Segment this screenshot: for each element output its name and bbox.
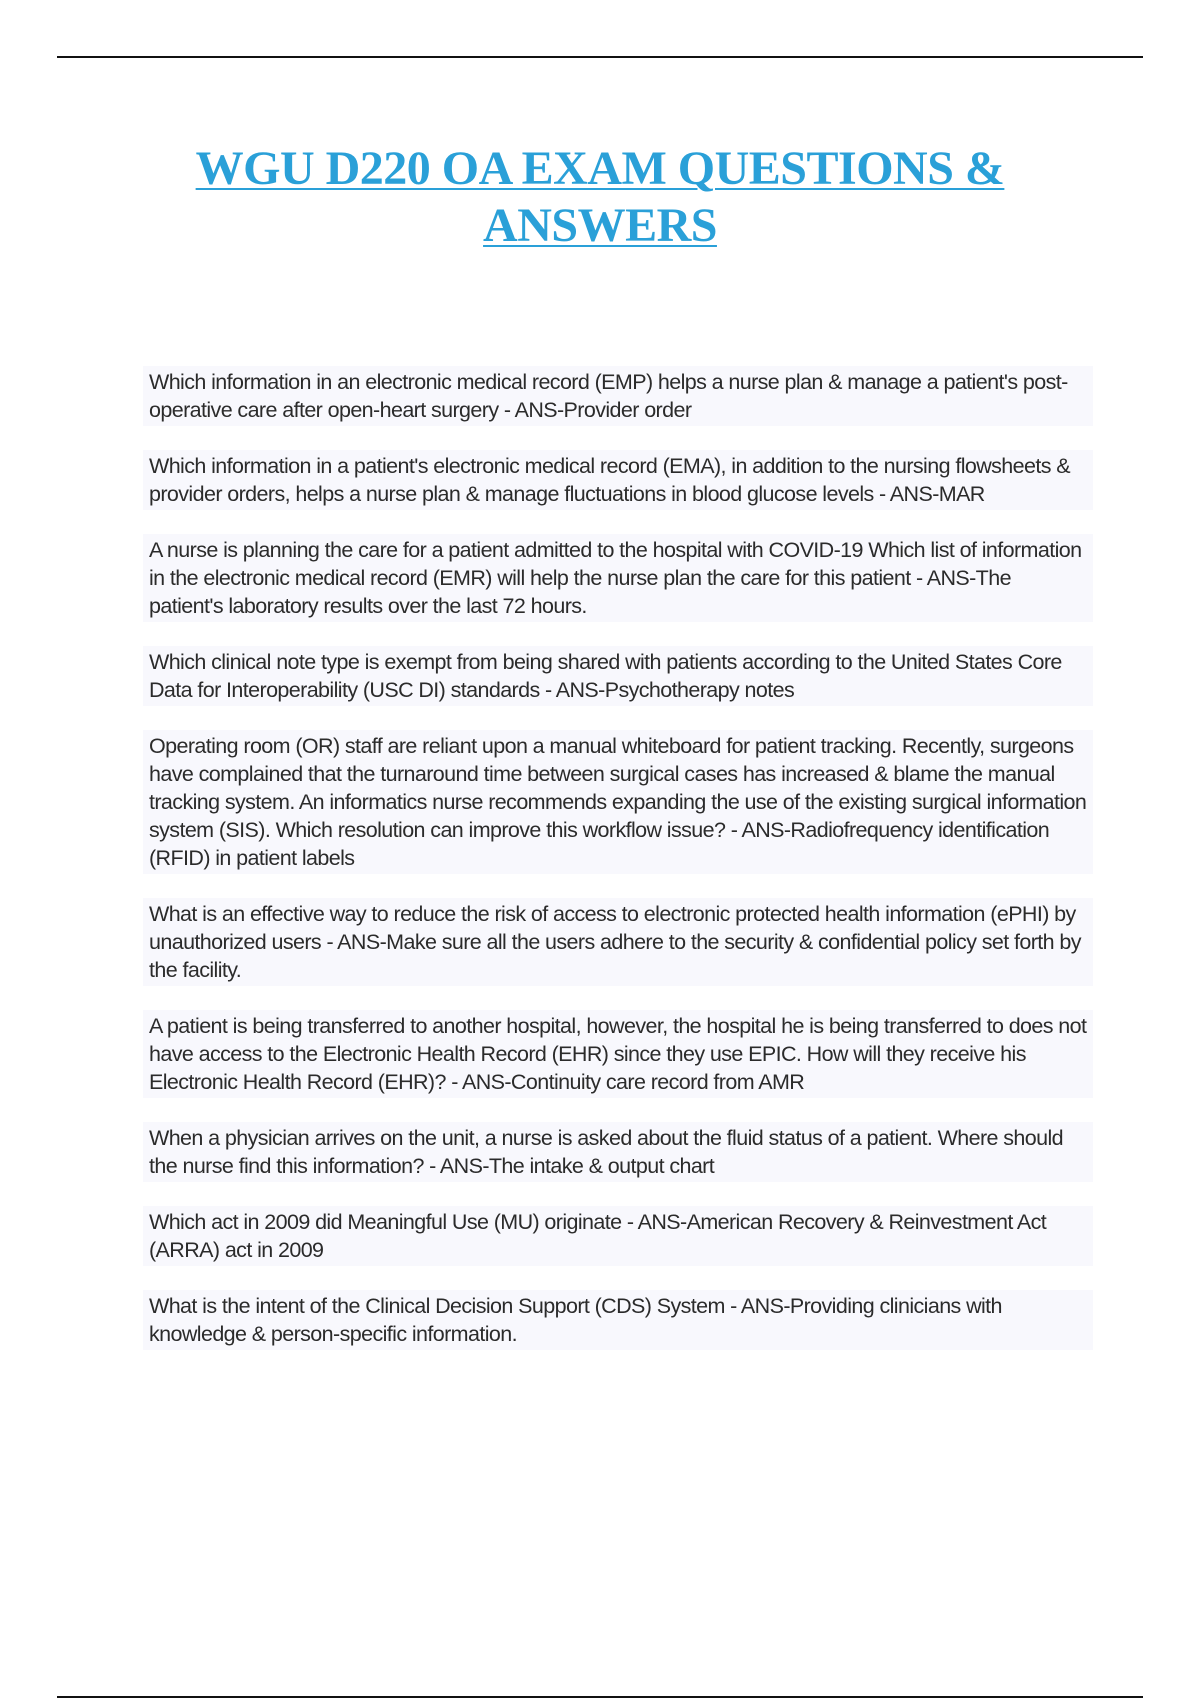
qa-item: What is an effective way to reduce the risk of access to electronic protected health information (ePHI) by unauthorized users - ANS-Make sure all the users adhere to the security & confidential policy set forth by the facility.	[143, 898, 1093, 986]
qa-item: Which clinical note type is exempt from being shared with patients according to the United States Core Data for Interoperability (USC DI) standards - ANS-Psychotherapy notes	[143, 646, 1093, 706]
qa-item: A patient is being transferred to another hospital, however, the hospital he is being transferred to does not have access to the Electronic Health Record (EHR) since they use EPIC. How will they receive his Electronic Health Record (EHR)? - ANS-Continuity care record from AMR	[143, 1010, 1093, 1098]
qa-item: Which act in 2009 did Meaningful Use (MU) originate - ANS-American Recovery & Reinvestment Act (ARRA) act in 2009	[143, 1206, 1093, 1266]
document-title: WGU D220 OA EXAM QUESTIONS & ANSWERS	[195, 142, 1005, 252]
qa-item: What is the intent of the Clinical Decision Support (CDS) System - ANS-Providing clinicians with knowledge & person-specific information.	[143, 1290, 1093, 1350]
qa-item: Which information in a patient's electronic medical record (EMA), in addition to the nursing flowsheets & provider orders, helps a nurse plan & manage fluctuations in blood glucose levels - ANS-MAR	[143, 450, 1093, 510]
bottom-rule	[57, 1696, 1143, 1698]
qa-list	[143, 366, 1093, 1374]
qa-item: A nurse is planning the care for a patient admitted to the hospital with COVID-19 Which list of information in the electronic medical record (EMR) will help the nurse plan the care for this patient - ANS-The patient's laboratory results over the last 72 hours.	[143, 534, 1093, 622]
qa-item: When a physician arrives on the unit, a nurse is asked about the fluid status of a patient. Where should the nurse find this information? - ANS-The intake & output chart	[143, 1122, 1093, 1182]
qa-item: Operating room (OR) staff are reliant upon a manual whiteboard for patient tracking. Recently, surgeons have complained that the turnaround time between surgical cases has increased & blame the manual tracking system. An informatics nurse recommends expanding the use of the existing surgical information system (SIS). Which resolution can improve this workflow issue? - ANS-Radiofrequency identification (RFID) in patient labels	[143, 730, 1093, 874]
top-rule	[57, 56, 1143, 58]
qa-item: Which information in an electronic medical record (EMP) helps a nurse plan & manage a patient's post-operative care after open-heart surgery - ANS-Provider order	[143, 366, 1093, 426]
